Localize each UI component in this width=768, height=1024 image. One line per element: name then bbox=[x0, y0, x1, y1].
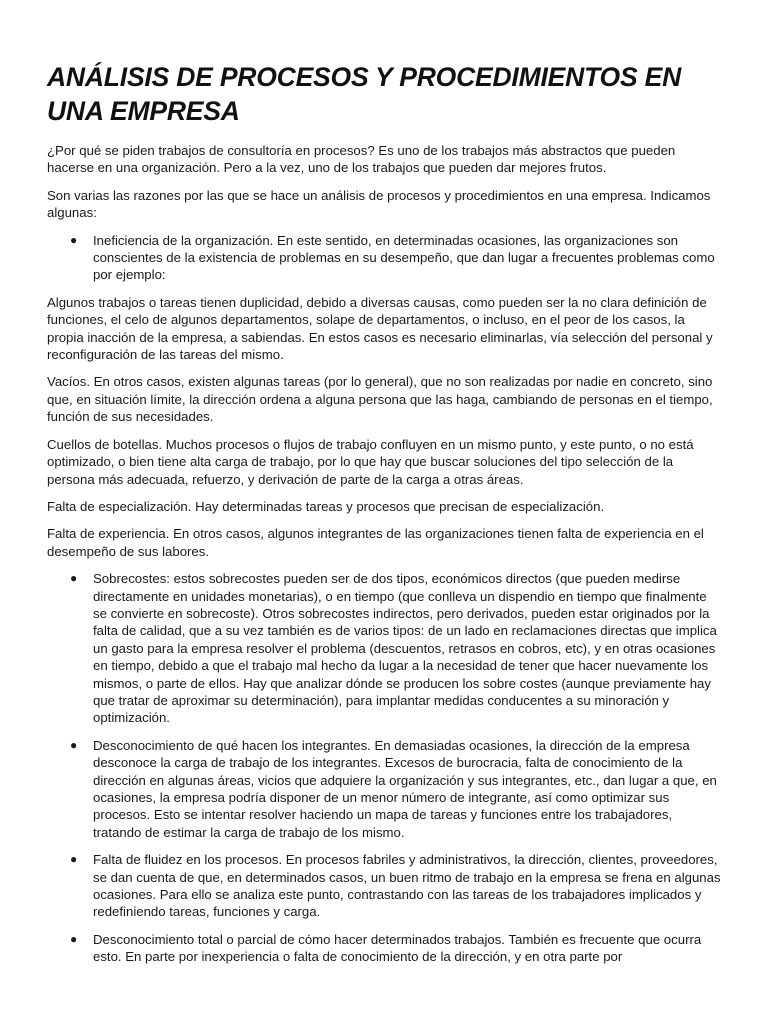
list-item bbox=[47, 931, 723, 966]
list-item bbox=[47, 570, 723, 727]
body-paragraph: Falta de especialización. Hay determinadas tareas y procesos que precisan de especialización. bbox=[47, 498, 605, 514]
first-bullet-list bbox=[47, 232, 723, 284]
document-title: ANÁLISIS DE PROCESOS Y PROCEDIMIENTOS EN UNA EMPRESA bbox=[47, 62, 682, 126]
body-paragraph: Cuellos de botellas. Muchos procesos o flujos de trabajo confluyen en un mismo punto, y este punto, o no está optimizado, o bien tiene alta carga de trabajo, por lo que hay que buscar soluciones del tipo selección de la persona más adecuada, refuerzo, y derivación de parte de la carga a otras áreas. bbox=[47, 436, 694, 487]
list-item-text: Desconocimiento de qué hacen los integrantes. En demasiadas ocasiones, la dirección de la empresa desconoce la carga de trabajo de los integrantes. Excesos de burocracia, falta de conocimiento de la dirección en algunas áreas, vicios que adquiere la organización y sus integrantes, etc., dan lugar a que, en ocasiones, la empresa podría disponer de un menor número de integrante, así como optimizar sus procesos. Esto se intentar resolver haciendo un mapa de tareas y funciones entre los trabajadores, tratando de estimar la carga de trabajo de los mismo. bbox=[93, 737, 717, 840]
document-page bbox=[47, 60, 723, 976]
list-item-text: Falta de fluidez en los procesos. En procesos fabriles y administrativos, la dirección, clientes, proveedores, se dan cuenta de que, en determinados casos, un buen ritmo de trabajo en la empresa se frena en algunas ocasiones. Para ello se analiza este punto, contrastando con las tareas de los trabajadores implicados y redefiniendo tareas, funciones y carga. bbox=[93, 852, 721, 920]
list-item bbox=[47, 232, 723, 284]
bullet-dot-icon: ● bbox=[70, 737, 78, 752]
list-item-text: Sobrecostes: estos sobrecostes pueden ser de dos tipos, económicos directos (que pueden medirse directamente en unidades monetarias), o en tiempo (que conlleva un dispendio en tiempo que finalmente se convierte en sobrecoste). Otros sobrecostes indirectos, pero derivados, pueden estar originados por la falta de calidad, que a su vez también es de varios tipos: de un lado en reclamaciones directas que implica un gasto para la empresa resolver el problema (descuentos, retrasos en cobros, etc), y en otras ocasiones en tiempo, debido a que el trabajo mal hecho da lugar a la necesidad de tener que hacer nuevamente los mismos, o parte de ellos. Hay que analizar dónde se producen los sobre costes (aunque previamente hay que tratar de aproximar su determinación), para implantar medidas conducentes a su minoración y optimización. bbox=[93, 571, 717, 726]
bullet-dot-icon: ● bbox=[70, 852, 78, 867]
list-item-text: Ineficiencia de la organización. En este sentido, en determinadas ocasiones, las organizaciones son conscientes de la existencia de problemas en su desempeño, que dan lugar a frecuentes problemas como por ejemplo: bbox=[93, 232, 715, 283]
bullet-dot-icon: ● bbox=[70, 232, 78, 247]
list-item-text: Desconocimiento total o parcial de cómo hacer determinados trabajos. También es frecuente que ocurra esto. En parte por inexperiencia o falta de conocimiento de la dirección, y en otra parte por bbox=[93, 931, 702, 965]
body-paragraph: Vacíos. En otros casos, existen algunas tareas (por lo general), que no son realizadas por nadie en concreto, sino que, en situación límite, la dirección ordena a alguna persona que las haga, cambiando de personas en el tiempo, función de sus necesidades. bbox=[47, 374, 713, 425]
list-item bbox=[47, 851, 723, 921]
body-paragraph: Falta de experiencia. En otros casos, algunos integrantes de las organizaciones tienen falta de experiencia en el desempeño de sus labores. bbox=[47, 526, 704, 559]
list-item bbox=[47, 737, 723, 841]
bullet-dot-icon: ● bbox=[70, 571, 78, 586]
reasons-bullet-list bbox=[47, 570, 723, 966]
bullet-dot-icon: ● bbox=[70, 931, 78, 946]
intro-paragraph: Son varias las razones por las que se hace un análisis de procesos y procedimientos en una empresa. Indicamos algunas: bbox=[47, 187, 711, 221]
body-paragraph: Algunos trabajos o tareas tienen duplicidad, debido a diversas causas, como pueden ser la no clara definición de funciones, el celo de algunos departamentos, solape de departamentos, o incluso, en el peor de los casos, la propia inacción de la empresa, a sabiendas. En estos casos es necesario eliminarlas, vía selección del personal y reconfiguración de las tareas del mismo. bbox=[47, 294, 713, 363]
intro-paragraph: ¿Por qué se piden trabajos de consultoría en procesos? Es uno de los trabajos más abstractos que pueden hacerse en una organización. Pero a la vez, uno de los trabajos que pueden dar mejores frutos. bbox=[47, 143, 676, 176]
